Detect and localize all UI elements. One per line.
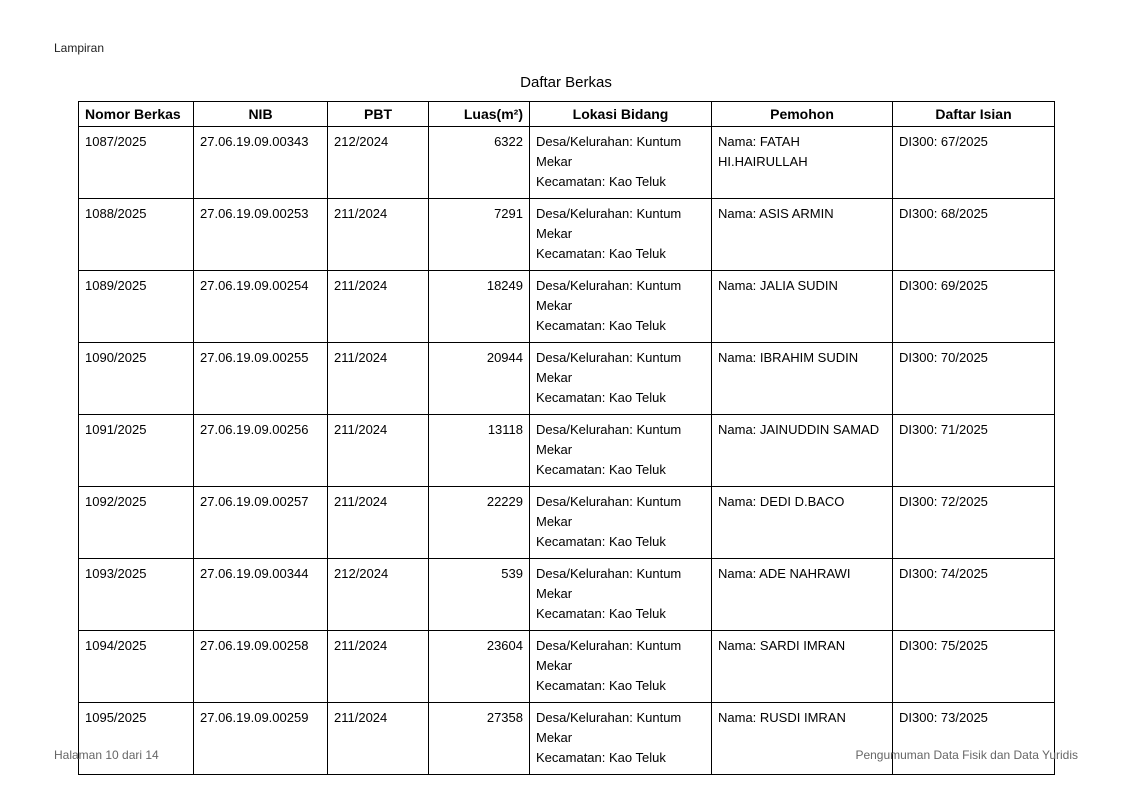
lokasi-line: Desa/Kelurahan: Kuntum	[536, 638, 682, 653]
cell-pbt: 211/2024	[328, 199, 429, 271]
header-label: Lampiran	[54, 41, 105, 55]
cell-luas: 13118	[429, 415, 530, 487]
cell-luas: 27358	[429, 703, 530, 775]
cell-pbt: 211/2024	[328, 271, 429, 343]
cell-nib: 27.06.19.09.00257	[194, 487, 328, 559]
cell-daftar-isian: DI300: 68/2025	[893, 199, 1055, 271]
cell-pemohon: Nama: JALIA SUDIN	[712, 271, 893, 343]
cell-nib: 27.06.19.09.00256	[194, 415, 328, 487]
lokasi-line: Kecamatan: Kao Teluk	[536, 678, 666, 693]
cell-pemohon: Nama: ASIS ARMIN	[712, 199, 893, 271]
cell-pbt: 211/2024	[328, 343, 429, 415]
table-row	[79, 343, 1055, 415]
cell-lokasi-bidang	[530, 343, 712, 415]
cell-lokasi-bidang	[530, 487, 712, 559]
cell-lokasi-bidang	[530, 127, 712, 199]
lokasi-line: Mekar	[536, 226, 573, 241]
cell-luas: 20944	[429, 343, 530, 415]
cell-luas: 22229	[429, 487, 530, 559]
column-header-luas: Luas(m²)	[429, 102, 530, 127]
table-row	[79, 127, 1055, 199]
cell-daftar-isian: DI300: 69/2025	[893, 271, 1055, 343]
cell-nib: 27.06.19.09.00258	[194, 631, 328, 703]
cell-pemohon: Nama: DEDI D.BACO	[712, 487, 893, 559]
cell-daftar-isian: DI300: 73/2025	[893, 703, 1055, 775]
lokasi-line: Kecamatan: Kao Teluk	[536, 390, 666, 405]
footer-page-number: Halaman 10 dari 14	[54, 748, 159, 762]
cell-pbt: 211/2024	[328, 703, 429, 775]
page-title: Daftar Berkas	[520, 74, 612, 91]
table-body	[79, 127, 1055, 775]
cell-luas: 6322	[429, 127, 530, 199]
footer-announcement: Pengumuman Data Fisik dan Data Yuridis	[855, 748, 1078, 762]
cell-nomor-berkas: 1091/2025	[79, 415, 194, 487]
cell-daftar-isian: DI300: 72/2025	[893, 487, 1055, 559]
lokasi-line: Mekar	[536, 730, 573, 745]
table-row	[79, 559, 1055, 631]
cell-nib: 27.06.19.09.00259	[194, 703, 328, 775]
table-row	[79, 631, 1055, 703]
column-header-pemohon: Pemohon	[712, 102, 893, 127]
table-header-row	[79, 102, 1055, 127]
column-header-nib: NIB	[194, 102, 328, 127]
lokasi-line: Kecamatan: Kao Teluk	[536, 462, 666, 477]
lokasi-line: Kecamatan: Kao Teluk	[536, 174, 666, 189]
table-row	[79, 487, 1055, 559]
cell-nomor-berkas: 1088/2025	[79, 199, 194, 271]
lokasi-line: Mekar	[536, 658, 573, 673]
cell-luas: 18249	[429, 271, 530, 343]
column-header-nomor-berkas: Nomor Berkas	[79, 102, 194, 127]
lokasi-line: Desa/Kelurahan: Kuntum	[536, 494, 682, 509]
cell-pemohon: Nama: IBRAHIM SUDIN	[712, 343, 893, 415]
lokasi-line: Mekar	[536, 442, 573, 457]
table-row	[79, 415, 1055, 487]
cell-nib: 27.06.19.09.00344	[194, 559, 328, 631]
cell-pbt: 212/2024	[328, 559, 429, 631]
lokasi-line: Mekar	[536, 586, 573, 601]
cell-nomor-berkas: 1092/2025	[79, 487, 194, 559]
lokasi-line: Mekar	[536, 154, 573, 169]
cell-pemohon: Nama: ADE NAHRAWI	[712, 559, 893, 631]
lokasi-line: Kecamatan: Kao Teluk	[536, 606, 666, 621]
cell-nib: 27.06.19.09.00343	[194, 127, 328, 199]
cell-lokasi-bidang	[530, 271, 712, 343]
cell-luas: 7291	[429, 199, 530, 271]
cell-lokasi-bidang	[530, 559, 712, 631]
cell-daftar-isian: DI300: 74/2025	[893, 559, 1055, 631]
cell-nomor-berkas: 1093/2025	[79, 559, 194, 631]
cell-pbt: 211/2024	[328, 487, 429, 559]
cell-pbt: 211/2024	[328, 631, 429, 703]
cell-nomor-berkas: 1094/2025	[79, 631, 194, 703]
cell-pemohon: Nama: JAINUDDIN SAMAD	[712, 415, 893, 487]
cell-pemohon: Nama: FATAH HI.HAIRULLAH	[712, 127, 893, 199]
cell-pemohon: Nama: SARDI IMRAN	[712, 631, 893, 703]
cell-lokasi-bidang	[530, 703, 712, 775]
lokasi-line: Desa/Kelurahan: Kuntum	[536, 710, 682, 725]
lokasi-line: Mekar	[536, 370, 573, 385]
cell-daftar-isian: DI300: 67/2025	[893, 127, 1055, 199]
lokasi-line: Desa/Kelurahan: Kuntum	[536, 134, 682, 149]
lokasi-line: Mekar	[536, 514, 573, 529]
cell-nib: 27.06.19.09.00255	[194, 343, 328, 415]
lokasi-line: Mekar	[536, 298, 573, 313]
cell-pbt: 212/2024	[328, 127, 429, 199]
cell-nib: 27.06.19.09.00254	[194, 271, 328, 343]
cell-nomor-berkas: 1090/2025	[79, 343, 194, 415]
column-header-lokasi-bidang: Lokasi Bidang	[530, 102, 712, 127]
cell-luas: 539	[429, 559, 530, 631]
cell-pbt: 211/2024	[328, 415, 429, 487]
table-row	[79, 271, 1055, 343]
berkas-table	[78, 101, 1055, 775]
lokasi-line: Kecamatan: Kao Teluk	[536, 246, 666, 261]
lokasi-line: Desa/Kelurahan: Kuntum	[536, 278, 682, 293]
cell-lokasi-bidang	[530, 199, 712, 271]
table-row	[79, 703, 1055, 775]
lokasi-line: Kecamatan: Kao Teluk	[536, 534, 666, 549]
cell-nomor-berkas: 1089/2025	[79, 271, 194, 343]
column-header-pbt: PBT	[328, 102, 429, 127]
cell-nomor-berkas: 1087/2025	[79, 127, 194, 199]
cell-daftar-isian: DI300: 71/2025	[893, 415, 1055, 487]
lokasi-line: Kecamatan: Kao Teluk	[536, 750, 666, 765]
lokasi-line: Desa/Kelurahan: Kuntum	[536, 422, 682, 437]
cell-nib: 27.06.19.09.00253	[194, 199, 328, 271]
cell-nomor-berkas: 1095/2025	[79, 703, 194, 775]
cell-daftar-isian: DI300: 75/2025	[893, 631, 1055, 703]
cell-lokasi-bidang	[530, 415, 712, 487]
lokasi-line: Desa/Kelurahan: Kuntum	[536, 566, 682, 581]
cell-daftar-isian: DI300: 70/2025	[893, 343, 1055, 415]
table-row	[79, 199, 1055, 271]
cell-lokasi-bidang	[530, 631, 712, 703]
cell-pemohon: Nama: RUSDI IMRAN	[712, 703, 893, 775]
lokasi-line: Kecamatan: Kao Teluk	[536, 318, 666, 333]
lokasi-line: Desa/Kelurahan: Kuntum	[536, 350, 682, 365]
column-header-daftar-isian: Daftar Isian	[893, 102, 1055, 127]
cell-luas: 23604	[429, 631, 530, 703]
lokasi-line: Desa/Kelurahan: Kuntum	[536, 206, 682, 221]
